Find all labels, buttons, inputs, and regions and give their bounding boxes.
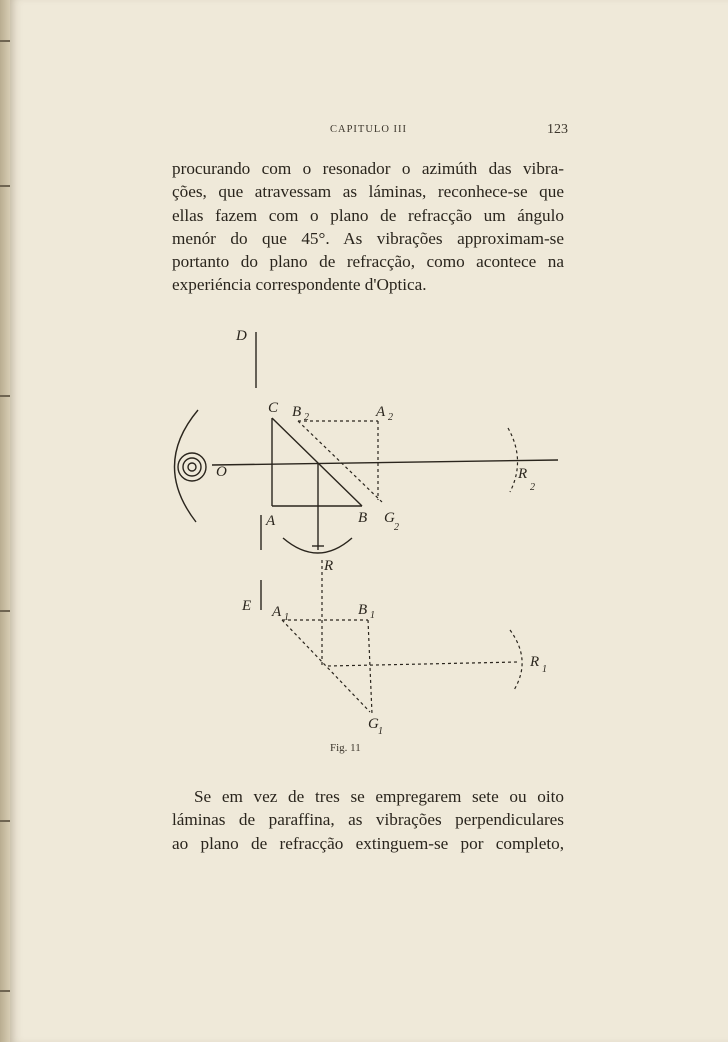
label-a1: A <box>272 604 282 620</box>
figure-diagram <box>160 310 580 750</box>
text-line: ao plano de refracção extinguem-se por completo, <box>172 833 564 853</box>
dashed-a1-g1 <box>282 620 370 712</box>
figure-caption: Fig. 11 <box>330 742 361 754</box>
page-header <box>170 122 570 140</box>
label-d: D <box>236 328 247 344</box>
text-line: ellas fazem com o plano de refracção um ángulo <box>172 205 564 225</box>
main-axis-line <box>212 460 558 465</box>
label-o: O <box>216 464 227 480</box>
label-r2-sub: 2 <box>530 482 535 493</box>
running-head: CAPITULO III <box>330 124 408 135</box>
text-line: láminas de paraffina, as vibrações perpendiculares <box>172 810 564 830</box>
label-b: B <box>358 510 368 526</box>
source-inner-circle <box>188 463 196 471</box>
label-g2: G <box>384 510 395 526</box>
label-g1: G <box>368 716 379 732</box>
label-g2-sub: 2 <box>394 522 399 533</box>
text-line: procurando com o resonador o azimúth das vibra- <box>172 159 564 178</box>
dashed-b1-g1 <box>368 620 372 714</box>
label-e: E <box>242 598 252 614</box>
paragraph-1 <box>172 157 564 297</box>
label-a2: A <box>376 404 386 420</box>
label-b1-sub: 1 <box>370 610 375 621</box>
text-line: Se em vez de tres se empregarem sete ou oito <box>194 787 564 806</box>
label-r1-sub: 1 <box>542 664 547 675</box>
label-r2: R <box>518 466 528 482</box>
source-middle-circle <box>183 458 201 476</box>
prism-hypotenuse <box>272 418 362 506</box>
paragraph-2 <box>172 785 564 855</box>
dashed-b2-g2 <box>298 421 382 502</box>
label-b1: B <box>358 602 368 618</box>
text-line: portanto do plano de refracção, como acontece na <box>172 252 564 272</box>
text-line: menór do que 45°. As vibrações approximam-se <box>172 228 564 248</box>
label-b2-sub: 2 <box>304 412 309 423</box>
label-r1: R <box>530 654 540 670</box>
label-g1-sub: 1 <box>378 726 383 737</box>
dashed-arc-r1 <box>510 630 522 690</box>
page-number: 123 <box>547 122 568 137</box>
text-line: experiéncia correspondente d'Optica. <box>172 275 427 295</box>
source-outer-circle <box>178 453 206 481</box>
dashed-lower-axis <box>328 662 518 666</box>
text-line: ções, que atravessam as láminas, reconhece-se que <box>172 182 564 202</box>
label-c: C <box>268 400 279 416</box>
label-a2-sub: 2 <box>388 412 393 423</box>
label-b2: B <box>292 404 302 420</box>
label-a: A <box>266 513 276 529</box>
label-a1-sub: 1 <box>284 612 289 623</box>
label-r: R <box>324 558 334 574</box>
